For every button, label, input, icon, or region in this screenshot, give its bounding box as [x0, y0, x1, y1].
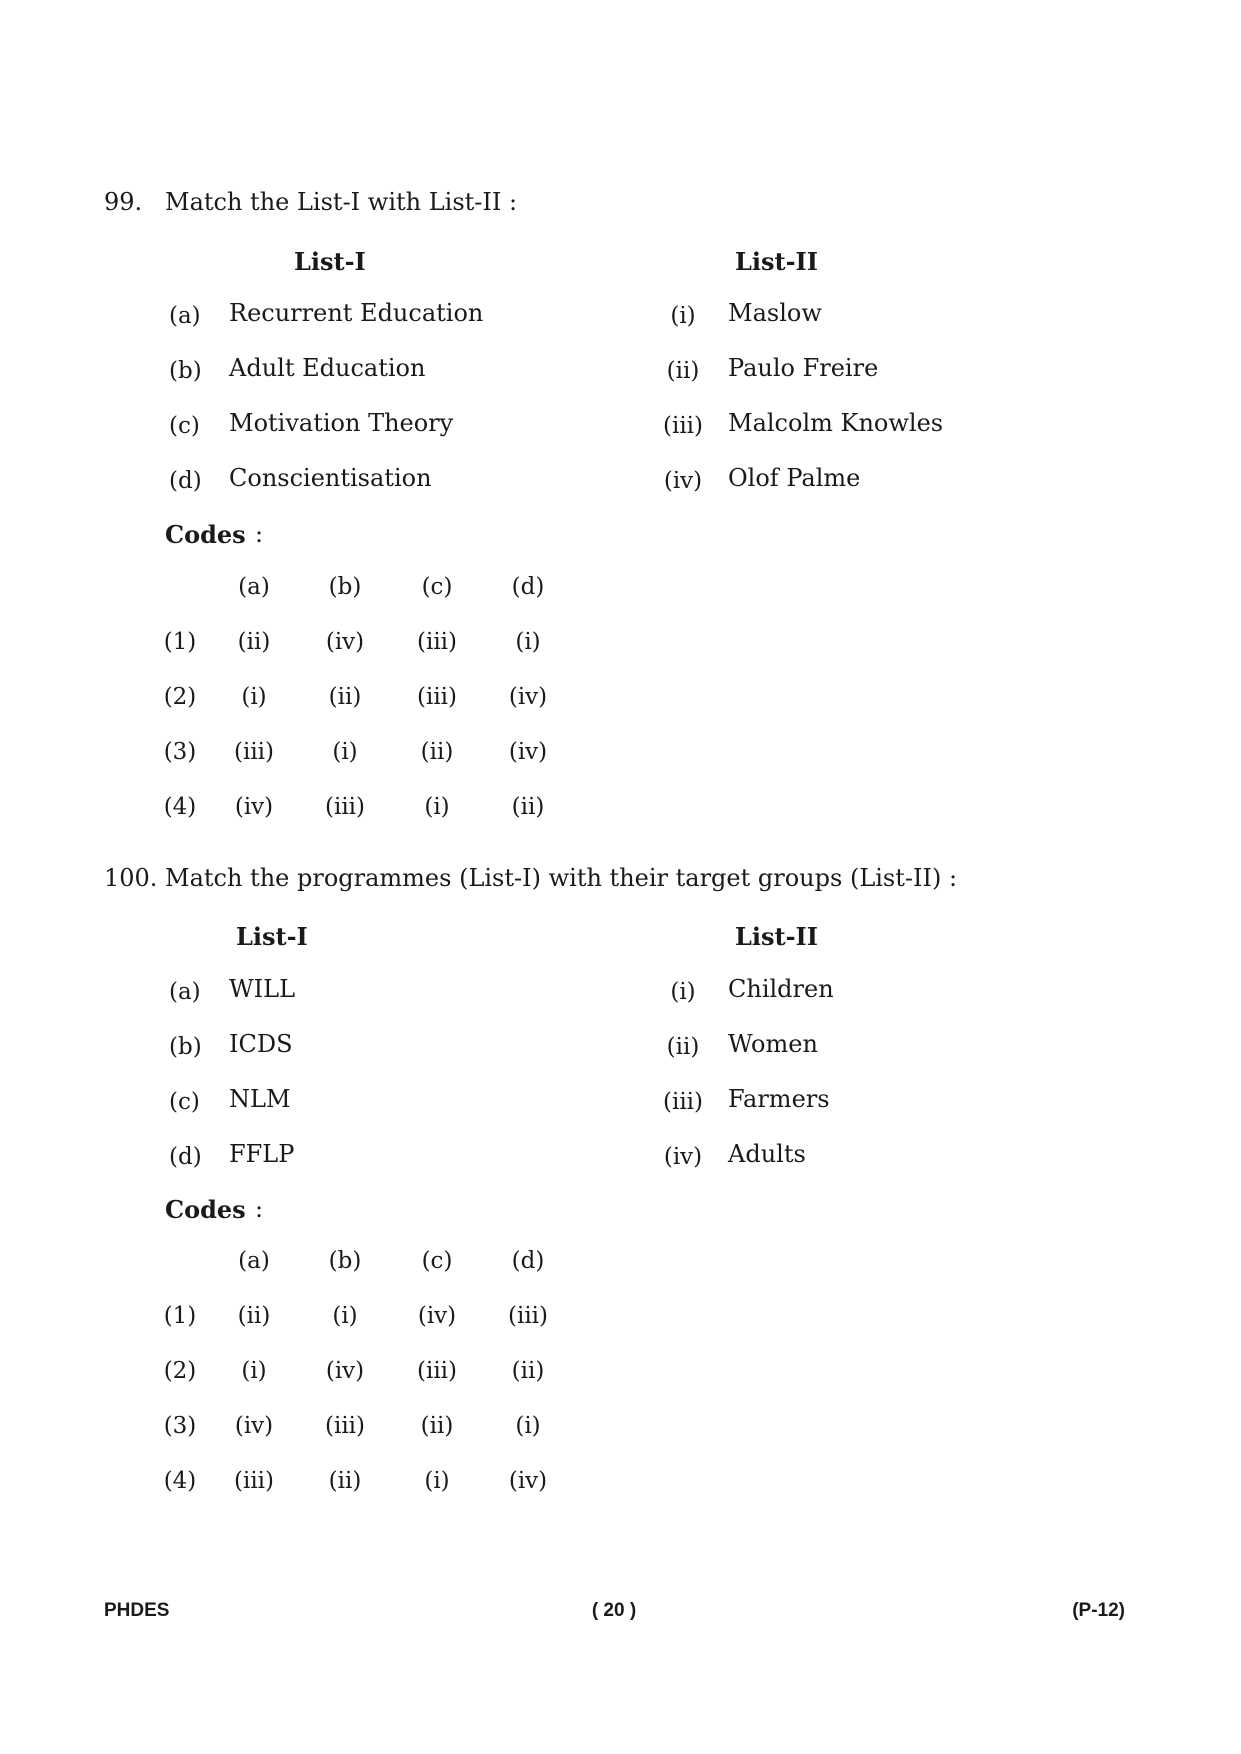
codes-option: (2) [163, 1358, 197, 1384]
codes-cell: (iii) [416, 1358, 458, 1384]
list-item-marker: (b) [169, 1034, 202, 1060]
list-item-marker: (i) [670, 979, 696, 1005]
codes-cell: (ii) [420, 739, 454, 765]
list-item-marker: (iv) [663, 1144, 703, 1170]
codes-option: (1) [163, 629, 197, 655]
codes-cell: (iv) [508, 684, 548, 710]
codes-header-cell: (b) [328, 574, 362, 600]
codes-cell: (i) [332, 739, 358, 765]
list2-heading: List-II [735, 247, 819, 276]
codes-cell: (i) [424, 794, 450, 820]
codes-cell: (iv) [325, 1358, 365, 1384]
codes-cell: (i) [332, 1303, 358, 1329]
list-item-text: Conscientisation [229, 464, 432, 492]
codes-cell: (ii) [237, 629, 271, 655]
codes-cell: (iv) [508, 1468, 548, 1494]
codes-option: (3) [163, 739, 197, 765]
codes-cell: (iv) [325, 629, 365, 655]
codes-cell: (i) [515, 629, 541, 655]
codes-option: (4) [163, 794, 197, 820]
codes-cell: (iv) [234, 794, 274, 820]
list-item-text: Maslow [728, 299, 822, 327]
list-item-marker: (i) [670, 303, 696, 329]
codes-header-cell: (a) [238, 574, 270, 600]
footer-series-code: (P-12) [1072, 1600, 1125, 1621]
list-item-text: Recurrent Education [229, 299, 484, 327]
codes-option: (1) [163, 1303, 197, 1329]
codes-cell: (iv) [508, 739, 548, 765]
list-item-text: Adult Education [229, 354, 426, 382]
list-item-text: Motivation Theory [229, 409, 454, 437]
list-item-text: Adults [728, 1140, 806, 1168]
question-text: Match the List-I with List-II : [165, 188, 518, 216]
codes-header-cell: (d) [511, 574, 545, 600]
codes-cell: (i) [515, 1413, 541, 1439]
codes-header-cell: (c) [421, 574, 453, 600]
codes-option: (3) [163, 1413, 197, 1439]
list-item-text: WILL [229, 975, 296, 1003]
codes-cell: (iv) [417, 1303, 457, 1329]
codes-cell: (ii) [237, 1303, 271, 1329]
codes-cell: (ii) [328, 1468, 362, 1494]
list-item-text: ICDS [229, 1030, 293, 1058]
codes-header-cell: (c) [421, 1248, 453, 1274]
codes-cell: (i) [241, 1358, 267, 1384]
codes-header-cell: (b) [328, 1248, 362, 1274]
list-item-text: FFLP [229, 1140, 295, 1168]
list-item-marker: (ii) [666, 1034, 700, 1060]
list-item-marker: (a) [169, 979, 201, 1005]
codes-label: Codes [165, 520, 246, 549]
list-item-marker: (d) [169, 468, 202, 494]
list1-heading: List-I [294, 247, 366, 276]
list-item-marker: (iv) [663, 468, 703, 494]
list-item-text: Paulo Freire [728, 354, 879, 382]
list-item-text: Farmers [728, 1085, 830, 1113]
list-item-marker: (c) [169, 1089, 200, 1115]
codes-cell: (iii) [324, 794, 366, 820]
list-item-marker: (b) [169, 358, 202, 384]
codes-cell: (ii) [511, 1358, 545, 1384]
list-item-text: Olof Palme [728, 464, 861, 492]
list-item-marker: (c) [169, 413, 200, 439]
list-item-marker: (ii) [666, 358, 700, 384]
codes-cell: (ii) [420, 1413, 454, 1439]
list-item-text: Children [728, 975, 834, 1003]
codes-cell: (ii) [328, 684, 362, 710]
codes-cell: (iii) [233, 739, 275, 765]
codes-cell: (iii) [507, 1303, 549, 1329]
codes-header-cell: (a) [238, 1248, 270, 1274]
list-item-text: Women [728, 1030, 818, 1058]
codes-option: (4) [163, 1468, 197, 1494]
list1-heading: List-I [236, 922, 308, 951]
page-number: ( 20 ) [591, 1600, 637, 1621]
question-number: 100. [104, 864, 158, 892]
list-item-marker: (iii) [662, 413, 704, 439]
footer-exam-code: PHDES [104, 1600, 170, 1621]
question-number: 99. [104, 188, 143, 216]
codes-cell: (iii) [324, 1413, 366, 1439]
list-item-text: Malcolm Knowles [728, 409, 944, 437]
codes-cell: (iv) [234, 1413, 274, 1439]
list-item-marker: (iii) [662, 1089, 704, 1115]
codes-colon: : [255, 520, 264, 548]
list-item-marker: (a) [169, 303, 201, 329]
codes-cell: (ii) [511, 794, 545, 820]
codes-cell: (iii) [416, 629, 458, 655]
codes-cell: (iii) [233, 1468, 275, 1494]
list-item-marker: (d) [169, 1144, 202, 1170]
codes-cell: (i) [424, 1468, 450, 1494]
codes-label: Codes [165, 1195, 246, 1224]
codes-header-cell: (d) [511, 1248, 545, 1274]
list2-heading: List-II [735, 922, 819, 951]
codes-colon: : [255, 1195, 264, 1223]
codes-cell: (i) [241, 684, 267, 710]
codes-cell: (iii) [416, 684, 458, 710]
list-item-text: NLM [229, 1085, 291, 1113]
question-text: Match the programmes (List-I) with their target groups (List-II) : [165, 864, 958, 892]
codes-option: (2) [163, 684, 197, 710]
